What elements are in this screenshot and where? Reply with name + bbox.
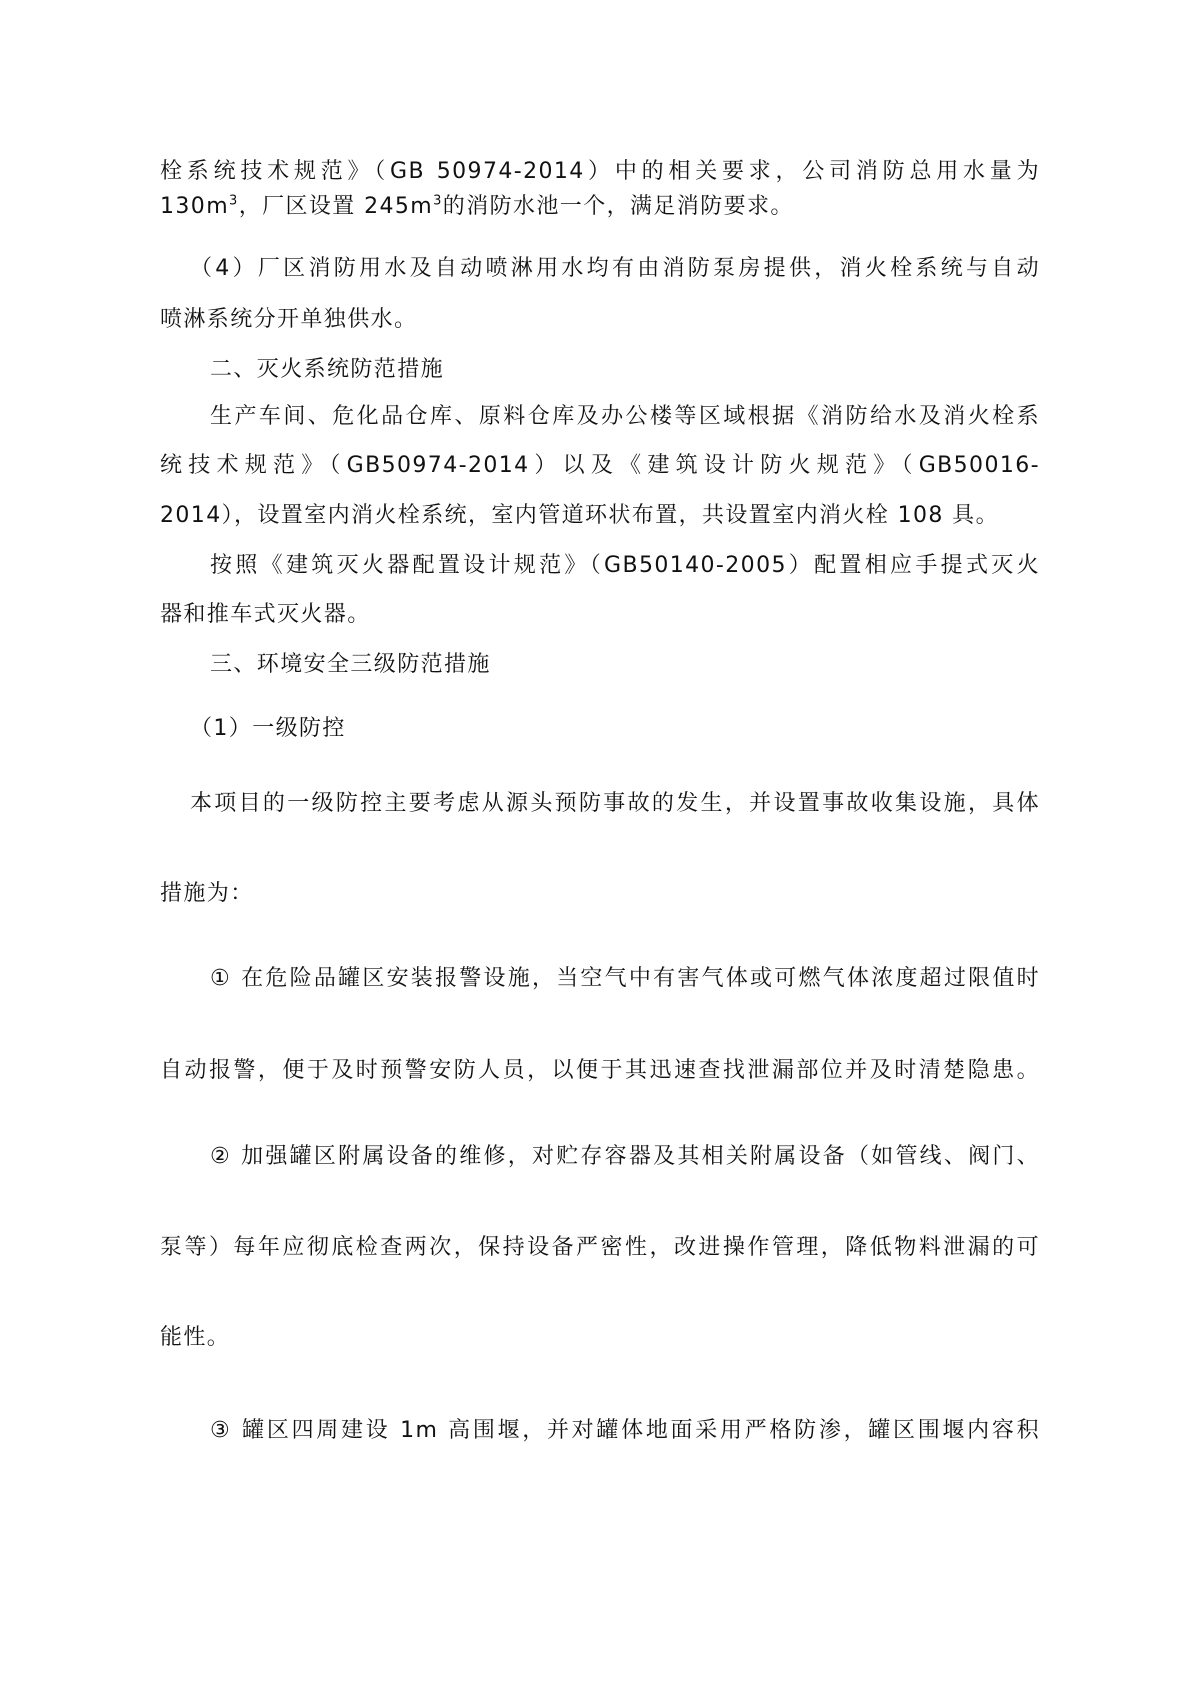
superscript: 3	[433, 193, 443, 209]
paragraph-line: 自动报警，便于及时预警安防人员，以便于其迅速查找泄漏部位并及时清楚隐患。	[160, 1058, 1040, 1083]
paragraph-line: 统技术规范》（GB50974-2014）以及《建筑设计防火规范》（GB50016-	[160, 453, 1040, 478]
paragraph-line: 措施为：	[160, 881, 254, 906]
paragraph-line: 本项目的一级防控主要考虑从源头预防事故的发生，并设置事故收集设施，具体	[190, 791, 1040, 816]
paragraph-line: 2014），设置室内消火栓系统，室内管道环状布置，共设置室内消火栓 108 具。	[160, 503, 999, 528]
paragraph-line: 能性。	[160, 1325, 231, 1350]
superscript: 3	[229, 193, 239, 209]
paragraph-line: ① 在危险品罐区安装报警设施，当空气中有害气体或可燃气体浓度超过限值时	[210, 966, 1040, 991]
paragraph-line: （4）厂区消防用水及自动喷淋用水均有由消防泵房提供，消火栓系统与自动	[190, 256, 1040, 281]
text-run: 的消防水池一个，满足消防要求。	[442, 194, 794, 219]
paragraph-line: 泵等）每年应彻底检查两次，保持设备严密性，改进操作管理，降低物料泄漏的可	[160, 1235, 1040, 1260]
paragraph-line: 按照《建筑灭火器配置设计规范》（GB50140-2005）配置相应手提式灭火	[210, 553, 1040, 578]
subsection-heading: （1）一级防控	[190, 716, 346, 741]
paragraph-line: 生产车间、危化品仓库、原料仓库及办公楼等区域根据《消防给水及消火栓系	[210, 404, 1040, 429]
paragraph-line: ② 加强罐区附属设备的维修，对贮存容器及其相关附属设备（如管线、阀门、	[210, 1144, 1040, 1169]
paragraph-line	[160, 192, 794, 222]
section-heading: 二、灭火系统防范措施	[210, 357, 445, 382]
text-run: ，厂区设置 245m	[238, 194, 434, 219]
section-heading: 三、环境安全三级防范措施	[210, 652, 491, 677]
paragraph-line: 栓系统技术规范》（GB 50974-2014）中的相关要求，公司消防总用水量为	[160, 159, 1040, 184]
paragraph-line: ③ 罐区四周建设 1m 高围堰，并对罐体地面采用严格防渗，罐区围堰内容积	[210, 1418, 1040, 1443]
text-run: 130m	[160, 194, 230, 219]
paragraph-line: 喷淋系统分开单独供水。	[160, 307, 418, 332]
paragraph-line: 器和推车式灭火器。	[160, 602, 371, 627]
